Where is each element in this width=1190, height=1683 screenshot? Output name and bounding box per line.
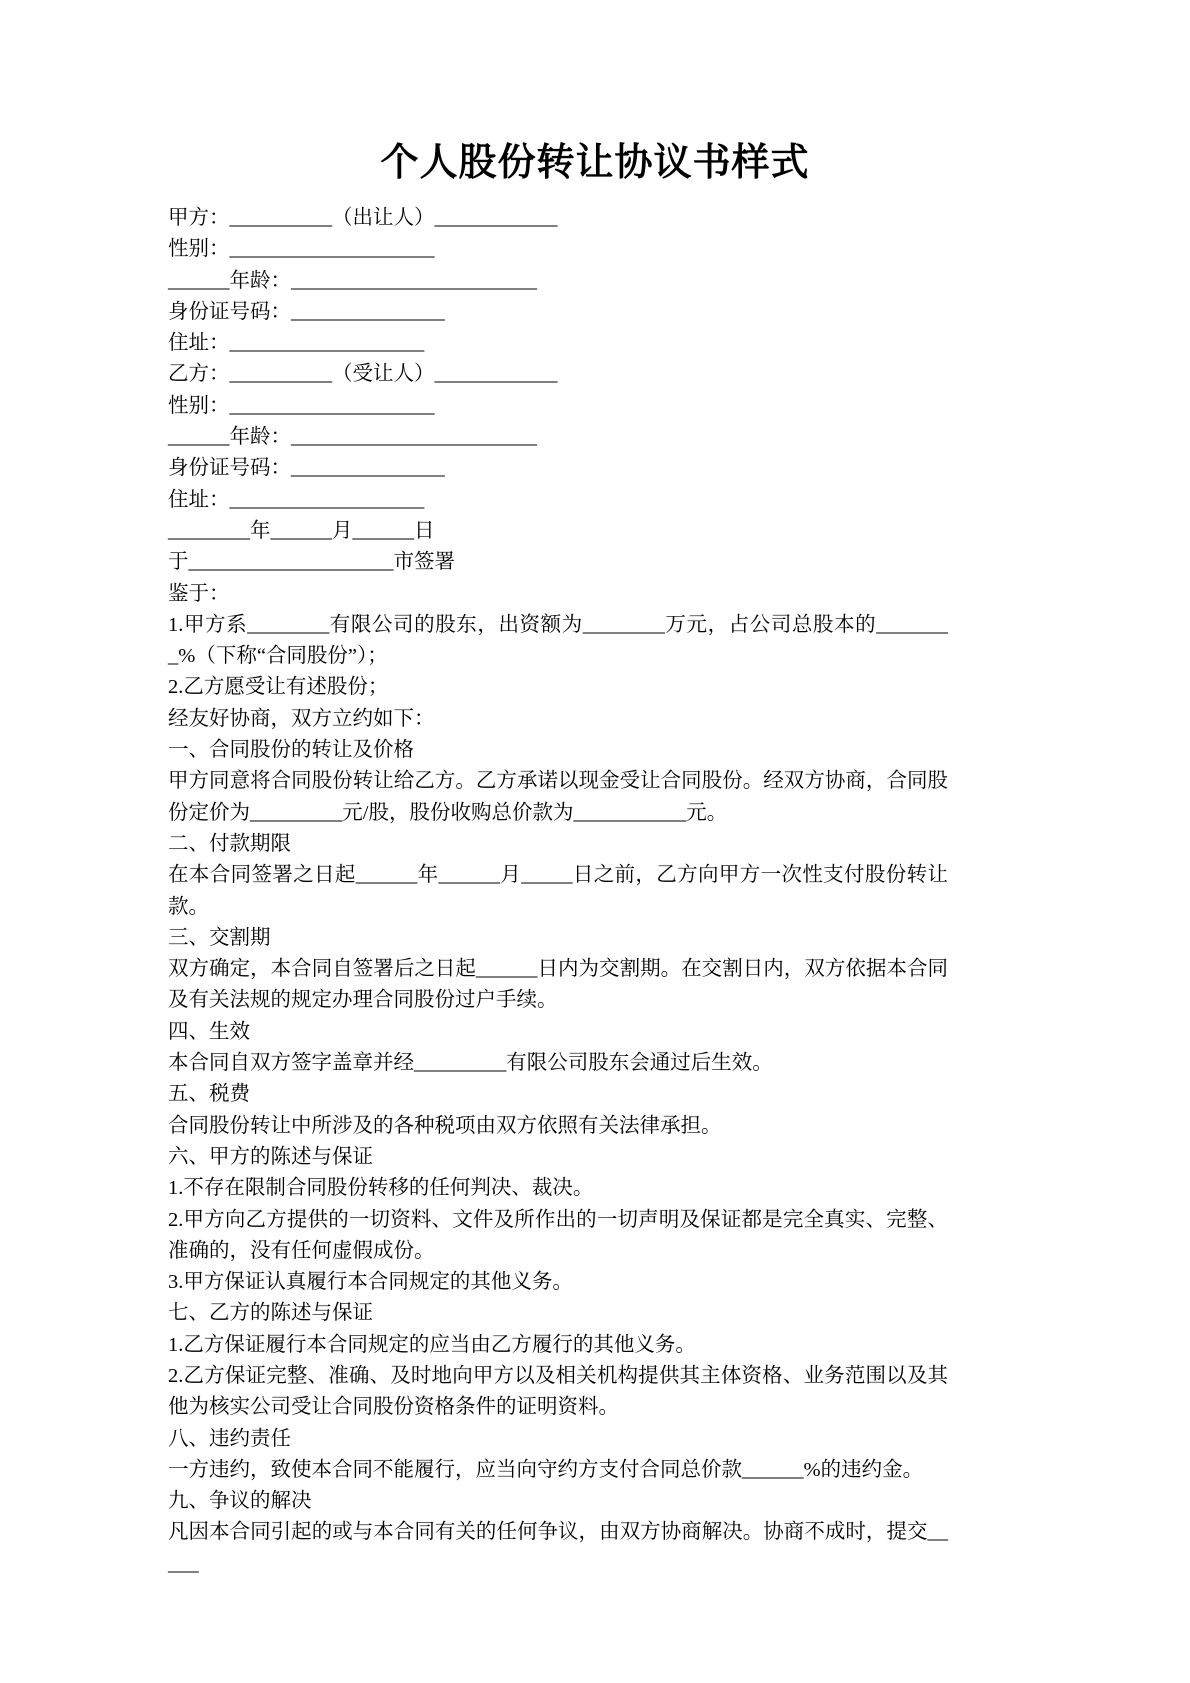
body-line: 双方确定，本合同自签署后之日起______日内为交割期。在交割日内，双方依据本合同及有关法规的规定办理合同股份过户手续。 — [168, 958, 948, 1012]
body-line: 在本合同签署之日起______年______月_____日之前，乙方向甲方一次性支付股份转让款。 — [168, 864, 948, 918]
body-line: ________年______月______日 — [168, 519, 435, 542]
body-line: 3.甲方保证认真履行本合同规定的其他义务。 — [168, 1271, 573, 1294]
body-line: 凡因本合同引起的或与本合同有关的任何争议，由双方协商解决。协商不成时，提交_____ — [168, 1521, 948, 1575]
body-line: 身份证号码：_______________ — [168, 300, 445, 323]
section-heading: 八、违约责任 — [168, 1427, 291, 1450]
section-heading: 四、生效 — [168, 1020, 250, 1043]
body-line: 1.不存在限制合同股份转移的任何判决、裁决。 — [168, 1177, 594, 1200]
body-line: 甲方：__________（出让人）____________ — [168, 207, 558, 229]
section-heading: 六、甲方的陈述与保证 — [168, 1145, 373, 1168]
body-line: 经友好协商，双方立约如下： — [168, 707, 435, 730]
section-heading: 七、乙方的陈述与保证 — [168, 1302, 373, 1325]
body-line: 住址：___________________ — [168, 488, 425, 511]
body-line: 鉴于： — [168, 582, 230, 605]
section-heading: 三、交割期 — [168, 926, 271, 949]
body-line: 甲方同意将合同股份转让给乙方。乙方承诺以现金受让合同股份。经双方协商，合同股份定价为_________元/股，股份收购总价款为___________元。 — [168, 770, 948, 824]
body-line: 本合同自双方签字盖章并经_________有限公司股东会通过后生效。 — [168, 1052, 773, 1075]
body-line: 身份证号码：_______________ — [168, 457, 445, 480]
section-heading: 一、合同股份的转让及价格 — [168, 739, 414, 762]
page-title: 个人股份转让协议书样式 — [380, 142, 810, 184]
section-heading: 二、付款期限 — [168, 832, 291, 855]
section-heading: 九、争议的解决 — [168, 1490, 312, 1513]
body-line: 1.甲方系________有限公司的股东，出资额为________万元，占公司总股本的________%（下称“合同股份”）； — [168, 613, 948, 668]
body-line: 2.甲方向乙方提供的一切资料、文件及所作出的一切声明及保证都是完全真实、完整、准确的，没有任何虚假成份。 — [168, 1208, 948, 1262]
body-line: 乙方：__________（受让人）____________ — [168, 363, 558, 386]
body-line: 2.乙方保证完整、准确、及时地向甲方以及相关机构提供其主体资格、业务范围以及其他为核实公司受让合同股份资格条件的证明资料。 — [168, 1364, 948, 1419]
body-line: 合同股份转让中所涉及的各种税项由双方依照有关法律承担。 — [168, 1114, 722, 1137]
body-line: 2.乙方愿受让有述股份； — [168, 676, 389, 699]
body-line: 性别：____________________ — [168, 238, 435, 261]
section-heading: 五、税费 — [168, 1083, 250, 1106]
body-line: 住址：___________________ — [168, 332, 425, 355]
body-line: ______年龄：________________________ — [168, 426, 537, 449]
body-line: 性别：____________________ — [168, 394, 435, 417]
body-line: 1.乙方保证履行本合同规定的应当由乙方履行的其他义务。 — [168, 1333, 696, 1356]
body-line: 于____________________市签署 — [168, 551, 455, 574]
body-line: 一方违约，致使本合同不能履行，应当向守约方支付合同总价款______%的违约金。 — [168, 1458, 924, 1481]
body-line: ______年龄：________________________ — [168, 269, 537, 292]
document-body — [168, 203, 948, 1580]
